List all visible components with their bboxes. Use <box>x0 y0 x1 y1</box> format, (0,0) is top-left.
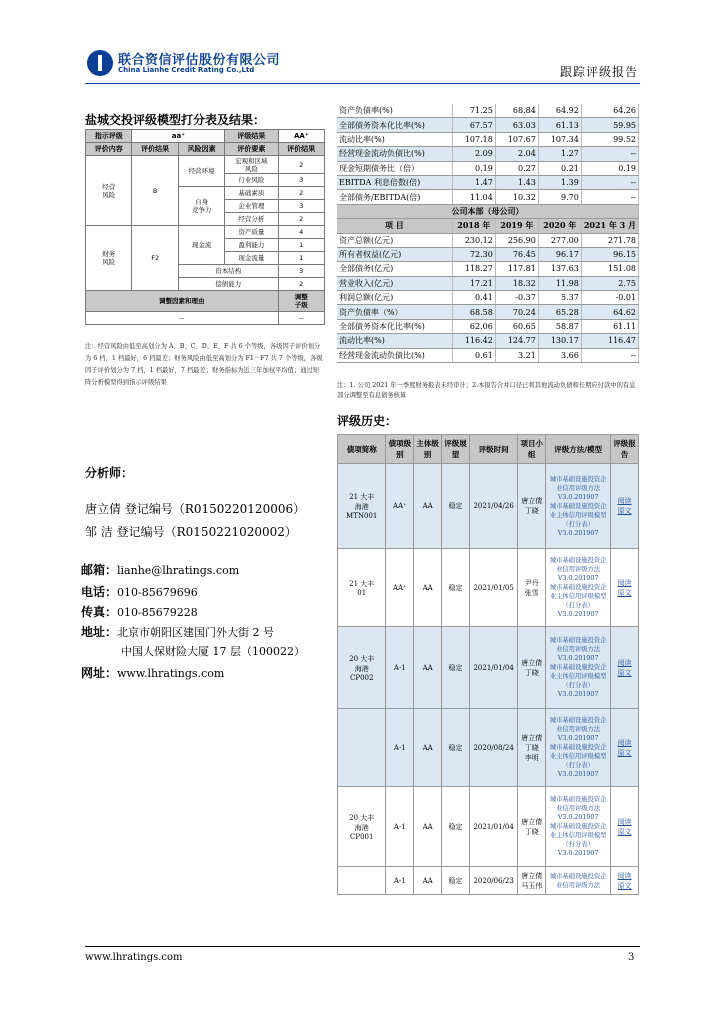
fin-row-label: 资产负债率(%) <box>337 104 452 118</box>
fin-row <box>337 348 639 362</box>
fin-row-label: 资产总额(亿元) <box>337 233 452 247</box>
score-note: 注：经营风险由低至高划分为 A、B、C、D、E、F 共 6 个等级，各级因子评价划分为 6 档，1 档最好，6 档最差；财务风险由低至高划分为 F1－F7 共 7 个等级，各级因子评价划分为 7 档，1 档最好，7 档最差；财务指标为近三年加权平均值；通过矩阵分析模型得到指示评级结果 <box>85 343 323 386</box>
read-report-link[interactable]: 阅读 原文 <box>617 871 632 890</box>
history-header-cell: 评级时间 <box>469 435 517 464</box>
outlook: 稳定 <box>442 464 470 549</box>
fin-row <box>337 233 639 247</box>
score-cell: 评价内容 <box>86 143 132 156</box>
fin-row-value: 70.24 <box>495 305 538 319</box>
fin-row <box>337 247 639 261</box>
fin-row-label: 全部债务资本化比率(%) <box>337 118 452 132</box>
project-team: 尹丹 张雪 <box>518 549 546 627</box>
element-score: 1 <box>278 239 325 252</box>
op-risk-result: B <box>132 156 178 226</box>
project-team: 唐立倩 丁晓 <box>518 787 546 867</box>
analyst-label: 分析师： <box>85 466 134 480</box>
score-cell: 评价结果 <box>132 143 178 156</box>
fin-row-value: -- <box>581 190 638 204</box>
fin-row-value: 1.43 <box>495 175 538 189</box>
fin-row-value: 11.04 <box>452 190 495 204</box>
fin-row-value: 63.03 <box>495 118 538 132</box>
fin-row-value: 116.42 <box>452 334 495 348</box>
fin-row-value: -- <box>581 348 638 362</box>
issuer-rating: AA <box>414 867 442 895</box>
bond-rating: A-1 <box>386 709 414 787</box>
history-row <box>338 464 639 549</box>
fin-row <box>337 175 639 189</box>
fin-row-label: 营业收入(亿元) <box>337 276 452 290</box>
method-link[interactable]: 城市基础设施投资企业信用评级方法 <box>546 867 611 895</box>
fin-row-value: -- <box>581 147 638 161</box>
history-row <box>338 627 639 709</box>
report-type: 跟踪评级报告 <box>559 65 638 79</box>
fin-row-label: 全部债务/EBITDA(倍) <box>337 190 452 204</box>
fin-row <box>337 319 639 333</box>
score-cell: 评价要素 <box>225 143 278 156</box>
fin-risk-result: F2 <box>132 226 178 291</box>
fin-row-value: 0.41 <box>452 291 495 305</box>
bond-name: 21 大丰 海港 MTN001 <box>338 464 386 549</box>
fax-label: 传真： <box>81 605 118 619</box>
adjust-value: -- <box>86 312 279 325</box>
fin-row <box>337 147 639 161</box>
fin-row-value: 130.17 <box>538 334 581 348</box>
history-header-cell: 评级报告 <box>611 435 639 464</box>
fin-row <box>337 132 639 146</box>
fin-row-value: 1.47 <box>452 175 495 189</box>
analyst-1: 唐立倩 登记编号（R0150220120006） <box>85 502 306 516</box>
element-score: 3 <box>278 174 325 187</box>
fin-row-value: 61.11 <box>581 319 638 333</box>
fin-row-label: 全部债务资本化比率(%) <box>337 319 452 333</box>
element-name: 盈利能力 <box>225 239 278 252</box>
read-report-link[interactable]: 阅读 原文 <box>617 497 632 515</box>
element-score: 2 <box>278 213 325 226</box>
fin-row-value: -- <box>581 175 638 189</box>
element-score: 2 <box>278 156 325 174</box>
score-cell: 风险因素 <box>178 143 224 156</box>
element-name: 偿债能力 <box>178 278 278 291</box>
fin-row <box>337 118 639 132</box>
element-name: 行业风险 <box>225 174 278 187</box>
rating-date: 2021/04/26 <box>469 464 517 549</box>
fin-row-value: 62.06 <box>452 319 495 333</box>
fin-row-value: 10.32 <box>495 190 538 204</box>
score-cell: AA⁺ <box>278 130 325 143</box>
element-name: 基础素质 <box>225 187 278 200</box>
fin-row-value: 107.18 <box>452 132 495 146</box>
outlook: 稳定 <box>442 867 470 895</box>
fin-row-value: 0.19 <box>581 161 638 175</box>
history-row <box>338 787 639 867</box>
fin-row-label: 资产负债率（%） <box>337 305 452 319</box>
element-name: 经营分析 <box>225 213 278 226</box>
fin-row-value: 96.15 <box>581 247 638 261</box>
history-row <box>338 709 639 787</box>
fin-row-value: 71.25 <box>452 104 495 118</box>
element-score: 3 <box>278 265 325 278</box>
fin-row-value: 60.65 <box>495 319 538 333</box>
fin-row-value: 277.00 <box>538 233 581 247</box>
bond-rating: A-1 <box>386 627 414 709</box>
fin-row-label: 全部债务(亿元) <box>337 262 452 276</box>
fin-row-value: 72.30 <box>452 247 495 261</box>
fin-row-value: 230.12 <box>452 233 495 247</box>
page-number: 3 <box>628 952 635 963</box>
score-cell: 评级结果 <box>225 130 278 143</box>
risk-factor: 自身 竞争力 <box>178 187 224 226</box>
fin-row-label: 经营现金流动负债比(%) <box>337 147 452 161</box>
address-line-2: 中国人保财险大厦 17 层（100022） <box>121 645 305 658</box>
fin-row-value: 11.98 <box>538 276 581 290</box>
project-team: 唐立倩 马玉伟 <box>518 867 546 895</box>
fin-row-value: 9.70 <box>538 190 581 204</box>
fin-row <box>337 190 639 204</box>
fin-row-value: 1.27 <box>538 147 581 161</box>
rating-date: 2021/01/04 <box>469 787 517 867</box>
fax-value: 010-85679228 <box>117 606 198 619</box>
project-team: 唐立倩 丁晓 <box>518 627 546 709</box>
bond-rating: AA⁺ <box>386 549 414 627</box>
project-team: 唐立倩 丁晓 <box>518 464 546 549</box>
read-report-link[interactable]: 阅读 原文 <box>617 578 632 597</box>
fin-row-value: 151.08 <box>581 262 638 276</box>
fin-row-value: -0.01 <box>581 291 638 305</box>
method-link[interactable]: 城市基础设施投资企业信用评级方法 V3.0.201907 城市基础设施投资企业主体信用评级模型（打分表） V3.0.201907 <box>546 627 611 709</box>
element-score: 2 <box>278 187 325 200</box>
history-row <box>338 867 639 895</box>
issuer-rating: AA <box>414 464 442 549</box>
risk-factor: 经营环境 <box>178 156 224 187</box>
history-header-cell: 债项简称 <box>338 435 386 464</box>
fin-row-label: EBITDA 利息倍数(倍) <box>337 175 452 189</box>
fin-row <box>337 161 639 175</box>
footer-divider <box>85 946 640 947</box>
fin-row-value: -0.37 <box>495 291 538 305</box>
score-table <box>85 129 325 325</box>
company-name-en: China Lianhe Credit Rating Co.,Ltd <box>118 66 255 74</box>
fin-row-value: 96.17 <box>538 247 581 261</box>
parent-title: 公司本部（母公司） <box>337 204 639 218</box>
bond-rating: A-1 <box>386 787 414 867</box>
fin-row-value: 124.77 <box>495 334 538 348</box>
bond-name <box>338 867 386 895</box>
element-score: 1 <box>278 252 325 265</box>
fin-risk-label: 财务 风险 <box>86 226 132 291</box>
fin-row-value: 64.92 <box>538 104 581 118</box>
fin-row-value: 107.34 <box>538 132 581 146</box>
fin-row-label: 经营现金流动负债比(%) <box>337 348 452 362</box>
fin-row-value: 118.27 <box>452 262 495 276</box>
fin-row-value: 2.09 <box>452 147 495 161</box>
method-link[interactable]: 城市基础设施投资企业信用评级方法 V3.0.201907 城市基础设施投资企业主体信用评级模型（打分表） V3.0.201907 <box>546 787 611 867</box>
fin-row-value: 0.27 <box>495 161 538 175</box>
fin-row-value: 0.19 <box>452 161 495 175</box>
header-divider <box>85 83 640 84</box>
bond-rating: A-1 <box>386 867 414 895</box>
fin-row-value: 76.45 <box>495 247 538 261</box>
method-link[interactable]: 城市基础设施投资企业信用评级方法 V3.0.201907 城市基础设施投资企业主体信用评级模型（打分表） V3.0.201907 <box>546 709 611 787</box>
fin-note: 注：1. 公司 2021 年一季度财务报表未经审计；2.本报告合并口径已将其他流动负债和长期应付款中的有息部分调整至有息债务核算 <box>337 382 636 399</box>
rating-date: 2020/08/24 <box>469 709 517 787</box>
fin-row-value: 0.61 <box>452 348 495 362</box>
fin-row-value: 117.81 <box>495 262 538 276</box>
address-label: 地址： <box>81 625 118 639</box>
fin-row-value: 17.21 <box>452 276 495 290</box>
fin-row-value: 68.84 <box>495 104 538 118</box>
fin-row-value: 99.52 <box>581 132 638 146</box>
read-report-link[interactable]: 阅读 原文 <box>617 817 632 836</box>
score-cell: 评价结果 <box>278 143 325 156</box>
fin-row-value: 271.78 <box>581 233 638 247</box>
element-score: 3 <box>278 200 325 213</box>
footer-url: www.lhratings.com <box>85 952 183 963</box>
fin-row <box>337 334 639 348</box>
company-name-cn: 联合资信评估股份有限公司 <box>118 53 281 68</box>
fin-row <box>337 104 639 118</box>
read-report-link[interactable]: 阅读 原文 <box>617 658 632 677</box>
fin-row-value: 256.90 <box>495 233 538 247</box>
adjust-col: 调整 子级 <box>278 291 325 312</box>
score-cell: aa⁺ <box>132 130 225 143</box>
company-logo-icon <box>87 50 113 76</box>
adjust-value: -- <box>278 312 325 325</box>
fin-row-label: 利润总额(亿元) <box>337 291 452 305</box>
fin-row-value: 116.47 <box>581 334 638 348</box>
fin-row-value: 5.37 <box>538 291 581 305</box>
issuer-rating: AA <box>414 787 442 867</box>
email-label: 邮箱： <box>81 563 118 577</box>
element-name: 现金流量 <box>225 252 278 265</box>
fin-row-label: 现金短期债务比（倍） <box>337 161 452 175</box>
history-title: 评级历史： <box>337 414 398 428</box>
fin-row-value: 58.87 <box>538 319 581 333</box>
fin-row-value: 64.62 <box>581 305 638 319</box>
element-score: 2 <box>278 278 325 291</box>
risk-factor: 现金流 <box>178 226 224 265</box>
rating-date: 2020/06/23 <box>469 867 517 895</box>
fin-row-value: 61.13 <box>538 118 581 132</box>
fin-row-value: 3.21 <box>495 348 538 362</box>
rating-date: 2021/01/04 <box>469 627 517 709</box>
fin-row <box>337 305 639 319</box>
fin-row-value: 64.26 <box>581 104 638 118</box>
issuer-rating: AA <box>414 627 442 709</box>
outlook: 稳定 <box>442 549 470 627</box>
phone-value: 010-85679696 <box>117 586 198 599</box>
history-header-cell: 债项级别 <box>386 435 414 464</box>
project-team: 唐立倩 丁晓 李明 <box>518 709 546 787</box>
fin-row-value: 137.63 <box>538 262 581 276</box>
adjust-label: 调整因素和理由 <box>86 291 279 312</box>
outlook: 稳定 <box>442 709 470 787</box>
fin-row-value: 59.95 <box>581 118 638 132</box>
bond-name: 20 大丰 海港 CP001 <box>338 787 386 867</box>
fin-row-value: 1.39 <box>538 175 581 189</box>
outlook: 稳定 <box>442 627 470 709</box>
element-name: 宏观和区域 风险 <box>225 156 278 174</box>
method-link[interactable]: 城市基础设施投资企业信用评级方法 V3.0.201907 城市基础设施投资企业主体信用评级模型（打分表） V3.0.201907 <box>546 464 611 549</box>
op-risk-label: 经营 风险 <box>86 156 132 226</box>
analyst-2: 邹 洁 登记编号（R0150221020002） <box>85 525 297 539</box>
method-link[interactable]: 城市基础设施投资企业信用评级方法 V3.0.201907 城市基础设施投资企业主体信用评级模型（打分表） V3.0.201907 <box>546 549 611 627</box>
bond-name: 21 大丰 01 <box>338 549 386 627</box>
fin-row-label: 流动比率(%) <box>337 132 452 146</box>
website-value: www.lhratings.com <box>117 667 225 680</box>
parent-header-cell: 2018 年 <box>452 219 495 233</box>
element-score: 4 <box>278 226 325 239</box>
website-label: 网址： <box>81 666 118 680</box>
fin-row-value: 2.04 <box>495 147 538 161</box>
fin-row-value: 18.32 <box>495 276 538 290</box>
history-header-cell: 主体级别 <box>414 435 442 464</box>
fin-row-value: 65.28 <box>538 305 581 319</box>
bond-name <box>338 709 386 787</box>
parent-header-cell: 2019 年 <box>495 219 538 233</box>
fin-row <box>337 262 639 276</box>
fin-row-label: 所有者权益(亿元) <box>337 247 452 261</box>
element-name: 企业管理 <box>225 200 278 213</box>
history-header-cell: 评级方法/模型 <box>546 435 611 464</box>
phone-label: 电话： <box>81 585 118 599</box>
rating-date: 2021/01/05 <box>469 549 517 627</box>
fin-row-value: 0.21 <box>538 161 581 175</box>
element-name: 资本结构 <box>178 265 278 278</box>
issuer-rating: AA <box>414 549 442 627</box>
score-section-title: 盐城交投评级模型打分表及结果： <box>85 113 266 127</box>
parent-header-cell: 2021 年 3 月 <box>581 219 638 233</box>
fin-row-value: 2.75 <box>581 276 638 290</box>
email-value: lianhe@lhratings.com <box>117 564 240 577</box>
fin-row-value: 67.57 <box>452 118 495 132</box>
parent-header-cell: 项 目 <box>337 219 452 233</box>
fin-row <box>337 291 639 305</box>
outlook: 稳定 <box>442 787 470 867</box>
score-cell: 指示评级 <box>86 130 132 143</box>
history-header-cell: 项目小组 <box>518 435 546 464</box>
element-name: 资产质量 <box>225 226 278 239</box>
financial-table <box>337 104 639 363</box>
read-report-link[interactable]: 阅读 原文 <box>617 738 632 757</box>
history-row <box>338 549 639 627</box>
parent-header-cell: 2020 年 <box>538 219 581 233</box>
issuer-rating: AA <box>414 709 442 787</box>
fin-row-value: 3.66 <box>538 348 581 362</box>
history-table <box>337 434 639 895</box>
fin-row-label: 流动比率(%) <box>337 334 452 348</box>
fin-row <box>337 276 639 290</box>
fin-row-value: 68.58 <box>452 305 495 319</box>
fin-row-value: 107.67 <box>495 132 538 146</box>
bond-name: 20 大丰 海港 CP002 <box>338 627 386 709</box>
history-header-cell: 评级展望 <box>442 435 470 464</box>
bond-rating: AA⁺ <box>386 464 414 549</box>
address-line-1: 北京市朝阳区建国门外大街 2 号 <box>117 626 275 639</box>
